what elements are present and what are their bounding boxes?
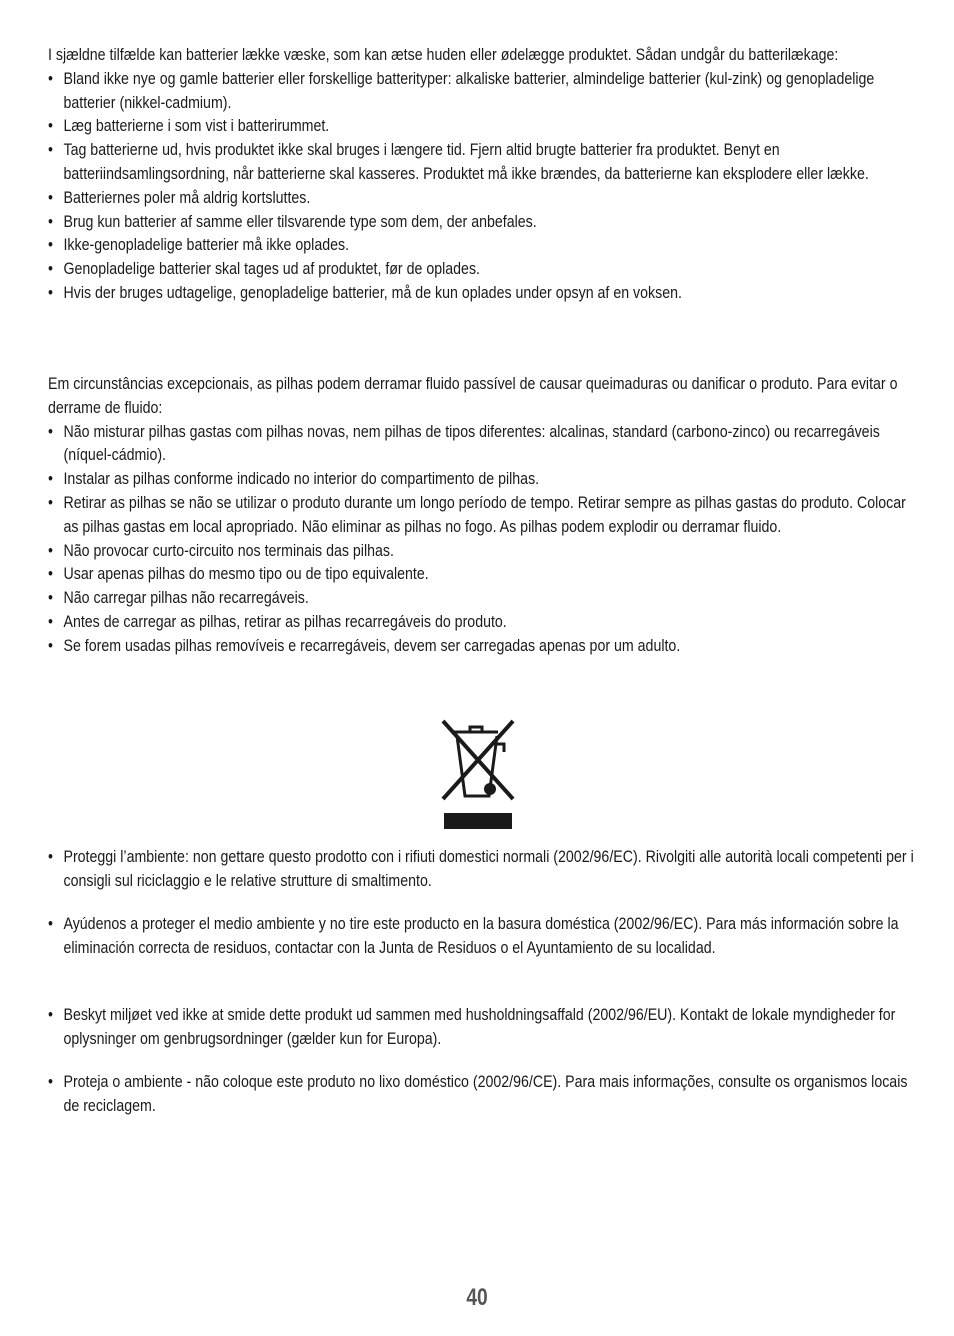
portuguese-bullet-2: • Instalar as pilhas conforme indicado no interior do compartimento de pilhas.	[48, 468, 923, 492]
danish-bullet-6: • Ikke-genopladelige batterier må ikke oplades.	[48, 234, 923, 258]
environment-portuguese	[48, 1071, 954, 1119]
portuguese-bullet-list	[48, 421, 923, 659]
portuguese-bullet-1: • Não misturar pilhas gastas com pilhas novas, nem pilhas de tipos diferentes: alcalinas, standard (carbono-zinco) ou recarregáveis (níquel-cádmio).	[48, 421, 923, 469]
portuguese-bullet-4: • Não provocar curto-circuito nos terminais das pilhas.	[48, 540, 923, 564]
danish-bullet-7: • Genopladelige batterier skal tages ud af produktet, før de oplades.	[48, 258, 923, 282]
danish-bullet-5: • Brug kun batterier af samme eller tilsvarende type som dem, der anbefales.	[48, 211, 923, 235]
portuguese-notice: • Proteja o ambiente - não coloque este produto no lixo doméstico (2002/96/CE). Para mais informações, consulte os organismos locais de reciclagem.	[48, 1071, 923, 1119]
environment-spanish	[48, 913, 954, 961]
danish-bullet-1: • Bland ikke nye og gamle batterier eller forskellige batterityper: alkaliske batterier, almindelige batterier (kul-zink) og genopladelige batterier (nikkel-cadmium).	[48, 68, 923, 116]
danish-bullet-8: • Hvis der bruges udtagelige, genopladelige batterier, må de kun oplades under opsyn af en voksen.	[48, 282, 923, 306]
portuguese-intro: Em circunstâncias excepcionais, as pilhas podem derramar fluido passível de causar queimaduras ou danificar o produto. Para evitar o derrame de fluido:	[48, 375, 898, 417]
danish-battery-section	[48, 44, 954, 306]
italian-notice: • Proteggi l’ambiente: non gettare questo prodotto con i rifiuti domestici normali (2002/96/EC). Rivolgiti alle autorità locali competenti per i consigli sul riciclaggio e le relative strutture di smaltimento.	[48, 846, 923, 894]
portuguese-bullet-8: • Se forem usadas pilhas removíveis e recarregáveis, devem ser carregadas apenas por um adulto.	[48, 635, 923, 659]
environment-danish	[48, 1004, 954, 1052]
danish-bullet-2: • Læg batterierne i som vist i batterirummet.	[48, 115, 923, 139]
danish-bullet-4: • Batteriernes poler må aldrig kortsluttes.	[48, 187, 923, 211]
portuguese-battery-section	[48, 373, 954, 659]
portuguese-bullet-3: • Retirar as pilhas se não se utilizar o produto durante um longo período de tempo. Retirar sempre as pilhas gastas do produto. Colocar as pilhas gastas em local apropriado. Não eliminar as pilhas no fogo. As pilhas podem explodir ou derramar fluido.	[48, 492, 923, 540]
crossed-out-wheeled-bin-icon	[440, 718, 516, 830]
environment-italian	[48, 846, 954, 894]
danish-bullet-list	[48, 68, 923, 306]
page-number: 40	[466, 1284, 488, 1311]
danish-bullet-3: • Tag batterierne ud, hvis produktet ikke skal bruges i længere tid. Fjern altid brugte batterier fra produktet. Benyt en batteriindsamlingsordning, når batterierne skal kasseres. Produktet må ikke brændes, da batterierne kan eksplodere eller lække.	[48, 139, 923, 187]
portuguese-bullet-6: • Não carregar pilhas não recarregáveis.	[48, 587, 923, 611]
spanish-notice: • Ayúdenos a proteger el medio ambiente y no tire este producto en la basura doméstica (2002/96/EC). Para más información sobre la eliminación correcta de residuos, contactar con la Junta de Residuos o el Ayuntamiento de su localidad.	[48, 913, 923, 961]
danish-notice: • Beskyt miljøet ved ikke at smide dette produkt ud sammen med husholdningsaffald (2002/96/EU). Kontakt de lokale myndigheder for oplysninger om genbrugsordninger (gælder kun for Europa).	[48, 1004, 923, 1052]
portuguese-bullet-7: • Antes de carregar as pilhas, retirar as pilhas recarregáveis do produto.	[48, 611, 923, 635]
portuguese-bullet-5: • Usar apenas pilhas do mesmo tipo ou de tipo equivalente.	[48, 563, 923, 587]
danish-intro: I sjældne tilfælde kan batterier lække væske, som kan ætse huden eller ødelægge produktet. Sådan undgår du batterilækage:	[48, 46, 839, 64]
